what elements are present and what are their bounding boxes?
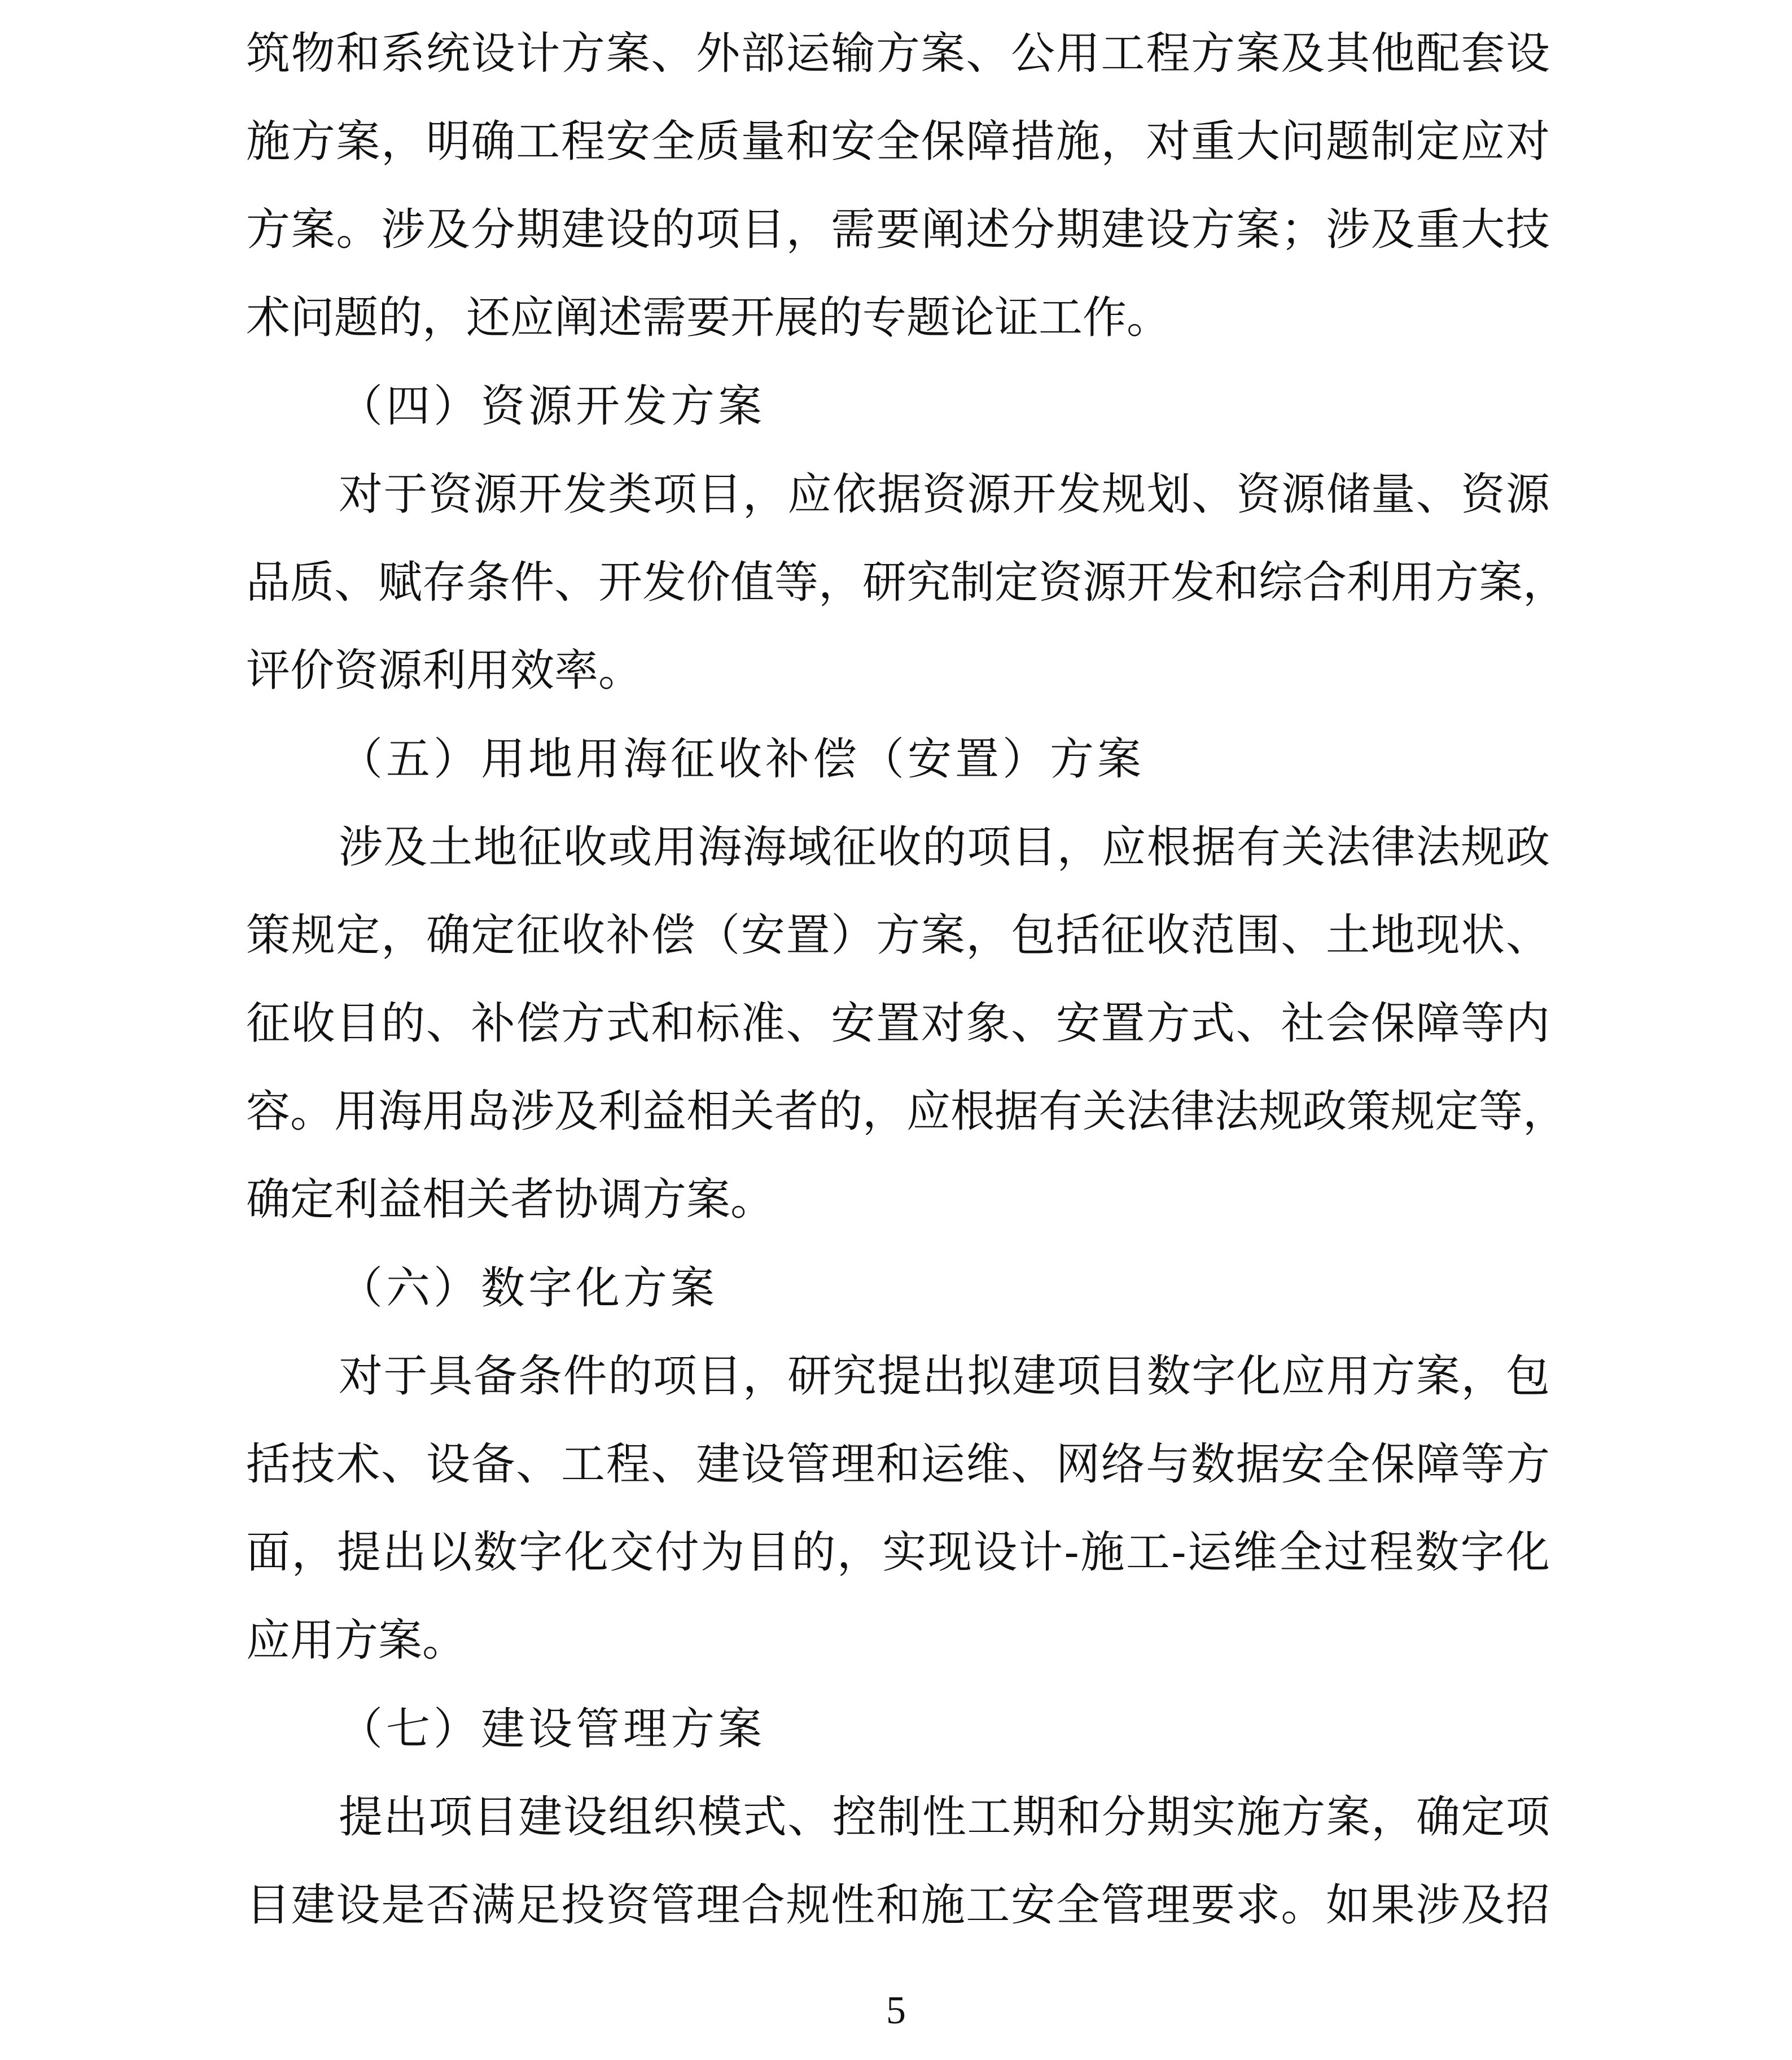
body-line: 目建设是否满足投资管理合规性和施工安全管理要求。如果涉及招 — [246, 1880, 1550, 1931]
section-heading: （七）建设管理方案 — [339, 1704, 766, 1755]
body-line: 施方案，明确工程安全质量和安全保障措施，对重大问题制定应对 — [246, 116, 1550, 167]
body-line: 应用方案。 — [246, 1615, 467, 1666]
body-line: 确定利益相关者协调方案。 — [246, 1174, 775, 1225]
body-line: 筑物和系统设计方案、外部运输方案、公用工程方案及其他配套设 — [246, 28, 1550, 79]
body-line: 面，提出以数字化交付为目的，实现设计-施工-运维全过程数字化 — [246, 1527, 1550, 1578]
body-line: 策规定，确定征收补偿（安置）方案，包括征收范围、土地现状、 — [246, 910, 1550, 961]
body-line: 涉及土地征收或用海海域征收的项目，应根据有关法律法规政 — [339, 822, 1550, 873]
section-heading: （五）用地用海征收补偿（安置）方案 — [339, 734, 1145, 785]
body-line: 对于具备条件的项目，研究提出拟建项目数字化应用方案，包 — [339, 1351, 1550, 1402]
body-line: 对于资源开发类项目，应依据资源开发规划、资源储量、资源 — [339, 469, 1550, 520]
body-line: 提出项目建设组织模式、控制性工期和分期实施方案，确定项 — [339, 1792, 1550, 1843]
body-line: 评价资源利用效率。 — [246, 645, 643, 696]
section-heading: （六）数字化方案 — [339, 1263, 718, 1314]
body-line: 方案。涉及分期建设的项目，需要阐述分期建设方案；涉及重大技 — [246, 204, 1550, 255]
body-line: 征收目的、补偿方式和标准、安置对象、安置方式、社会保障等内 — [246, 998, 1550, 1049]
body-line: 术问题的，还应阐述需要开展的专题论证工作。 — [246, 292, 1171, 343]
body-line: 容。用海用岛涉及利益相关者的，应根据有关法律法规政策规定等， — [246, 1086, 1567, 1137]
section-heading: （四）资源开发方案 — [339, 381, 766, 432]
body-line: 品质、赋存条件、开发价值等，研究制定资源开发和综合利用方案， — [246, 557, 1567, 608]
body-line: 括技术、设备、工程、建设管理和运维、网络与数据安全保障等方 — [246, 1439, 1550, 1490]
page-number: 5 — [886, 1989, 906, 2032]
